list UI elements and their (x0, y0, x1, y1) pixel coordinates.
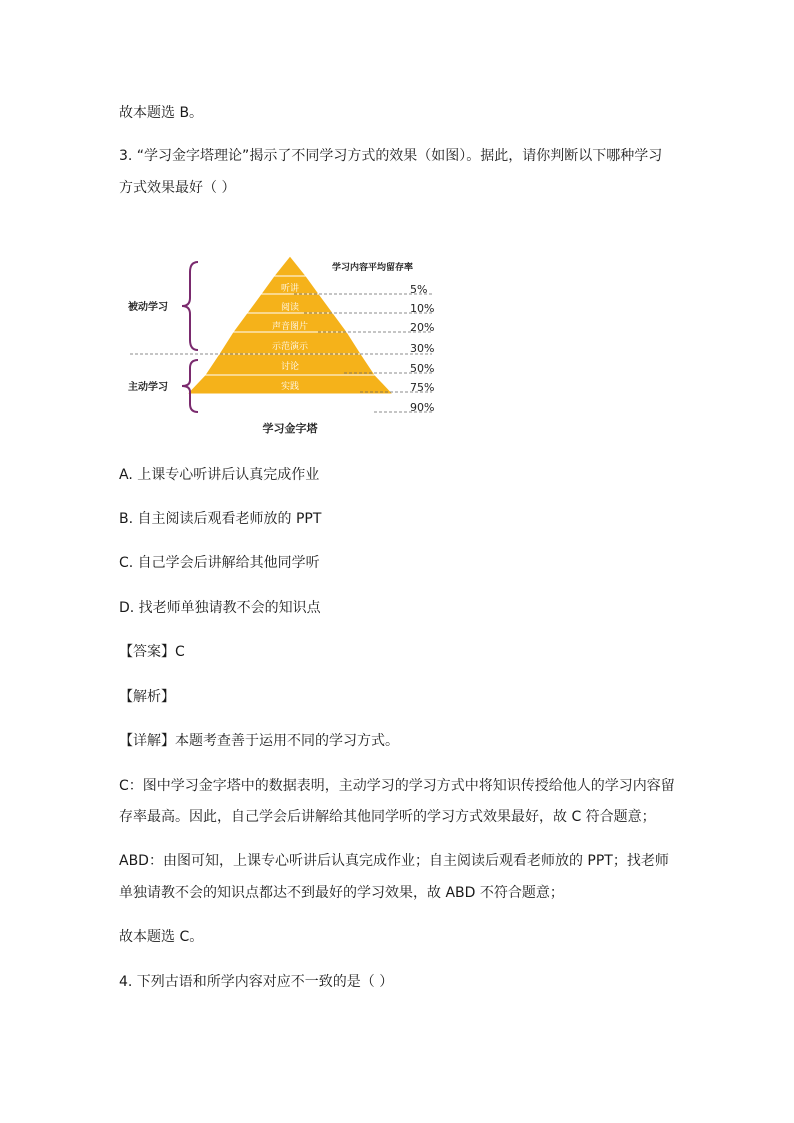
rate-value-5: 50% (410, 362, 435, 375)
question4-stem: 4. 下列古语和所学内容对应不一致的是（ ） (119, 974, 394, 990)
level-label-4: 示范演示 (271, 342, 309, 352)
level-label-7: 教授给他人 (267, 401, 313, 411)
explanation-c-line2: 存率最高。因此，自己学会后讲解给其他同学听的学习方式效果最好，故 C 符合题意； (119, 809, 656, 825)
option-c: C. 自己学会后讲解给其他同学听 (119, 555, 320, 571)
level-label-6: 实践 (280, 382, 300, 392)
previous-conclusion: 故本题选 B。 (119, 105, 204, 121)
option-a: A. 上课专心听讲后认真完成作业 (119, 467, 320, 483)
explanation-abd-line1: ABD：由图可知，上课专心听讲后认真完成作业；自主阅读后观看老师放的 PPT；找老师 (119, 853, 669, 869)
question3-stem-line1: 3. “学习金字塔理论”揭示了不同学习方式的效果（如图）。据此，请你判断以下哪种学习 (119, 148, 663, 164)
detail-line (119, 732, 399, 750)
question3-conclusion: 故本题选 C。 (119, 929, 204, 945)
explanation-abd-line2: 单独请教不会的知识点都达不到最好的学习效果，故 ABD 不符合题意； (119, 885, 564, 901)
rate-header: 学习内容平均留存率 (332, 263, 414, 273)
explanation-c-line1: C：图中学习金字塔中的数据表明，主动学习的学习方式中将知识传授给他人的学习内容留 (119, 778, 675, 794)
learning-pyramid-figure (120, 248, 450, 438)
option-b: B. 自主阅读后观看老师放的 PPT (119, 511, 322, 527)
rate-value-1: 5% (410, 283, 428, 296)
question3-stem-line2: 方式效果最好（ ） (119, 180, 236, 196)
rate-value-7: 90% (410, 401, 435, 414)
level-label-2: 阅读 (280, 303, 300, 313)
passive-bracket (182, 262, 198, 350)
passive-learning-label: 被动学习 (128, 302, 168, 313)
level-label-1: 听讲 (280, 284, 300, 294)
rate-value-4: 30% (410, 342, 435, 355)
answer-line (119, 643, 185, 661)
rate-value-2: 10% (410, 302, 435, 315)
detail-tag: 【详解】 (119, 733, 175, 749)
analysis-tag: 【解析】 (119, 689, 175, 705)
level-label-5: 讨论 (280, 362, 300, 372)
rate-value-6: 75% (410, 381, 435, 394)
answer-value: C (175, 644, 185, 660)
pyramid-layer-1 (274, 256, 306, 276)
option-d: D. 找老师单独请教不会的知识点 (119, 600, 321, 616)
detail-text: 本题考查善于运用不同的学习方式。 (175, 733, 399, 749)
pyramid-title: 学习金字塔 (262, 422, 318, 435)
level-label-3: 声音图片 (271, 322, 309, 332)
rate-value-3: 20% (410, 321, 435, 334)
active-learning-label: 主动学习 (128, 382, 168, 393)
answer-tag: 【答案】 (119, 644, 175, 660)
